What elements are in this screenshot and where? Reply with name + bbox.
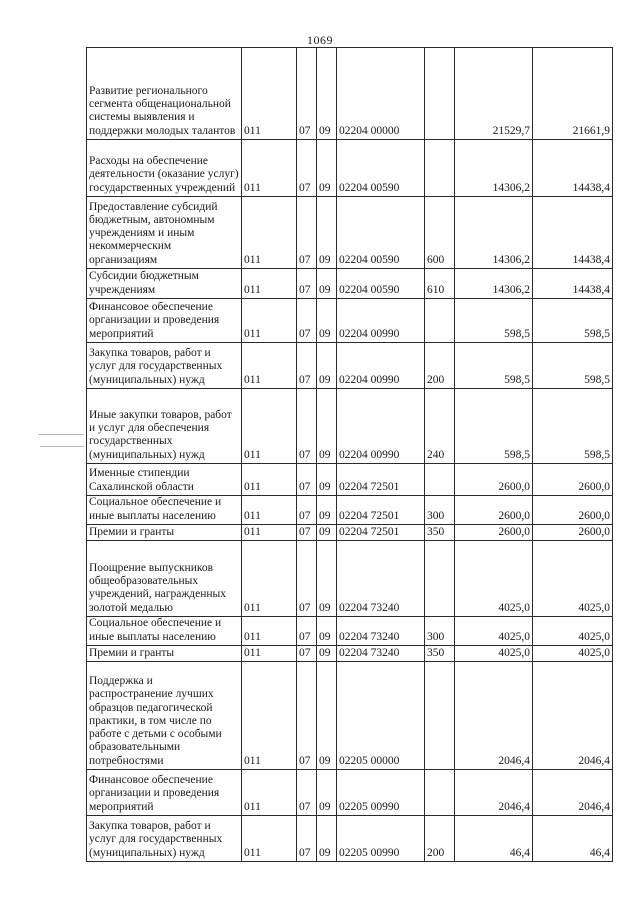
section-code: 07 [297, 541, 317, 617]
ministry-code: 011 [242, 48, 297, 140]
table-row [87, 816, 613, 862]
table-row [87, 646, 613, 662]
table-row [87, 48, 613, 140]
article-code: 02205 00990 [337, 816, 425, 862]
value-year-2: 598,5 [533, 389, 613, 464]
expense-type-code [425, 541, 455, 617]
value-year-1: 4025,0 [455, 541, 533, 617]
expense-type-code: 240 [425, 389, 455, 464]
page-number: 1069 [307, 33, 333, 47]
subsection-code: 09 [317, 343, 337, 389]
value-year-2: 4025,0 [533, 541, 613, 617]
subsection-code: 09 [317, 464, 337, 496]
ministry-code: 011 [242, 816, 297, 862]
value-year-2: 2600,0 [533, 496, 613, 525]
subsection-code: 09 [317, 299, 337, 343]
ministry-code: 011 [242, 197, 297, 269]
expense-type-code [425, 770, 455, 816]
table-row [87, 496, 613, 525]
expense-type-code: 300 [425, 496, 455, 525]
row-name: Иные закупки товаров, работ и услуг для обеспечения государственных (муниципальных) нужд [87, 389, 242, 464]
row-name: Поддержка и распространение лучших образцов педагогической практики, в том числе по работе с детьми с особыми образовательными потребностями [87, 662, 242, 770]
row-name: Предоставление субсидий бюджетным, автономным учреждениям и иным некоммерческим организациям [87, 197, 242, 269]
value-year-1: 2046,4 [455, 770, 533, 816]
ministry-code: 011 [242, 389, 297, 464]
section-code: 07 [297, 389, 317, 464]
ministry-code: 011 [242, 541, 297, 617]
section-code: 07 [297, 646, 317, 662]
expense-type-code: 300 [425, 617, 455, 646]
value-year-1: 46,4 [455, 816, 533, 862]
section-code: 07 [297, 662, 317, 770]
expense-type-code: 350 [425, 525, 455, 541]
table-row [87, 770, 613, 816]
article-code: 02205 00000 [337, 662, 425, 770]
expense-type-code: 350 [425, 646, 455, 662]
section-code: 07 [297, 140, 317, 197]
article-code: 02204 73240 [337, 541, 425, 617]
value-year-2: 598,5 [533, 299, 613, 343]
subsection-code: 09 [317, 48, 337, 140]
budget-table [86, 47, 613, 862]
table-row [87, 197, 613, 269]
table-row [87, 389, 613, 464]
value-year-2: 2046,4 [533, 770, 613, 816]
ministry-code: 011 [242, 464, 297, 496]
section-code: 07 [297, 464, 317, 496]
value-year-2: 2600,0 [533, 525, 613, 541]
row-name: Развитие регионального сегмента общенациональной системы выявления и поддержки молодых талантов [87, 48, 242, 140]
article-code: 02204 00590 [337, 140, 425, 197]
expense-type-code [425, 662, 455, 770]
value-year-1: 2600,0 [455, 496, 533, 525]
ministry-code: 011 [242, 343, 297, 389]
row-name: Социальное обеспечение и иные выплаты населению [87, 496, 242, 525]
section-code: 07 [297, 617, 317, 646]
section-code: 07 [297, 299, 317, 343]
table-row [87, 541, 613, 617]
article-code: 02204 72501 [337, 525, 425, 541]
article-code: 02204 00990 [337, 299, 425, 343]
value-year-1: 2600,0 [455, 464, 533, 496]
expense-type-code: 610 [425, 269, 455, 299]
ministry-code: 011 [242, 662, 297, 770]
budget-table-body [87, 48, 613, 862]
row-name: Финансовое обеспечение организации и проведения мероприятий [87, 299, 242, 343]
table-row [87, 464, 613, 496]
table-row [87, 617, 613, 646]
value-year-1: 598,5 [455, 343, 533, 389]
row-name: Закупка товаров, работ и услуг для государственных (муниципальных) нужд [87, 343, 242, 389]
table-row [87, 343, 613, 389]
value-year-1: 14306,2 [455, 269, 533, 299]
value-year-2: 2046,4 [533, 662, 613, 770]
value-year-2: 21661,9 [533, 48, 613, 140]
subsection-code: 09 [317, 525, 337, 541]
ministry-code: 011 [242, 525, 297, 541]
subsection-code: 09 [317, 269, 337, 299]
value-year-2: 14438,4 [533, 269, 613, 299]
expense-type-code [425, 48, 455, 140]
value-year-1: 598,5 [455, 389, 533, 464]
section-code: 07 [297, 343, 317, 389]
scan-artifact [38, 434, 84, 435]
value-year-1: 4025,0 [455, 646, 533, 662]
value-year-1: 14306,2 [455, 140, 533, 197]
value-year-1: 4025,0 [455, 617, 533, 646]
table-row [87, 525, 613, 541]
article-code: 02204 73240 [337, 646, 425, 662]
subsection-code: 09 [317, 140, 337, 197]
ministry-code: 011 [242, 299, 297, 343]
subsection-code: 09 [317, 389, 337, 464]
subsection-code: 09 [317, 662, 337, 770]
value-year-2: 14438,4 [533, 197, 613, 269]
row-name: Поощрение выпускников общеобразовательных учреждений, награжденных золотой медалью [87, 541, 242, 617]
section-code: 07 [297, 197, 317, 269]
subsection-code: 09 [317, 646, 337, 662]
row-name: Финансовое обеспечение организации и проведения мероприятий [87, 770, 242, 816]
article-code: 02204 00590 [337, 197, 425, 269]
subsection-code: 09 [317, 816, 337, 862]
value-year-2: 14438,4 [533, 140, 613, 197]
scan-artifact [40, 446, 84, 447]
row-name: Премии и гранты [87, 646, 242, 662]
section-code: 07 [297, 496, 317, 525]
expense-type-code [425, 140, 455, 197]
section-code: 07 [297, 816, 317, 862]
row-name: Расходы на обеспечение деятельности (оказание услуг) государственных учреждений [87, 140, 242, 197]
ministry-code: 011 [242, 646, 297, 662]
budget-table-wrapper [86, 47, 613, 862]
value-year-2: 4025,0 [533, 646, 613, 662]
value-year-2: 4025,0 [533, 617, 613, 646]
row-name: Закупка товаров, работ и услуг для государственных (муниципальных) нужд [87, 816, 242, 862]
expense-type-code: 200 [425, 343, 455, 389]
value-year-1: 14306,2 [455, 197, 533, 269]
value-year-1: 2046,4 [455, 662, 533, 770]
subsection-code: 09 [317, 496, 337, 525]
subsection-code: 09 [317, 770, 337, 816]
ministry-code: 011 [242, 617, 297, 646]
table-row [87, 140, 613, 197]
article-code: 02204 00590 [337, 269, 425, 299]
row-name: Именные стипендии Сахалинской области [87, 464, 242, 496]
expense-type-code: 200 [425, 816, 455, 862]
row-name: Премии и гранты [87, 525, 242, 541]
article-code: 02204 00990 [337, 389, 425, 464]
value-year-1: 21529,7 [455, 48, 533, 140]
article-code: 02204 72501 [337, 496, 425, 525]
section-code: 07 [297, 269, 317, 299]
ministry-code: 011 [242, 496, 297, 525]
expense-type-code [425, 299, 455, 343]
article-code: 02204 73240 [337, 617, 425, 646]
value-year-1: 2600,0 [455, 525, 533, 541]
article-code: 02204 00990 [337, 343, 425, 389]
section-code: 07 [297, 525, 317, 541]
table-row [87, 299, 613, 343]
ministry-code: 011 [242, 269, 297, 299]
section-code: 07 [297, 770, 317, 816]
value-year-2: 2600,0 [533, 464, 613, 496]
value-year-2: 598,5 [533, 343, 613, 389]
expense-type-code [425, 464, 455, 496]
expense-type-code: 600 [425, 197, 455, 269]
subsection-code: 09 [317, 617, 337, 646]
article-code: 02204 72501 [337, 464, 425, 496]
article-code: 02205 00990 [337, 770, 425, 816]
value-year-1: 598,5 [455, 299, 533, 343]
row-name: Социальное обеспечение и иные выплаты населению [87, 617, 242, 646]
table-row [87, 662, 613, 770]
table-row [87, 269, 613, 299]
section-code: 07 [297, 48, 317, 140]
row-name: Субсидии бюджетным учреждениям [87, 269, 242, 299]
ministry-code: 011 [242, 140, 297, 197]
subsection-code: 09 [317, 197, 337, 269]
article-code: 02204 00000 [337, 48, 425, 140]
value-year-2: 46,4 [533, 816, 613, 862]
ministry-code: 011 [242, 770, 297, 816]
subsection-code: 09 [317, 541, 337, 617]
